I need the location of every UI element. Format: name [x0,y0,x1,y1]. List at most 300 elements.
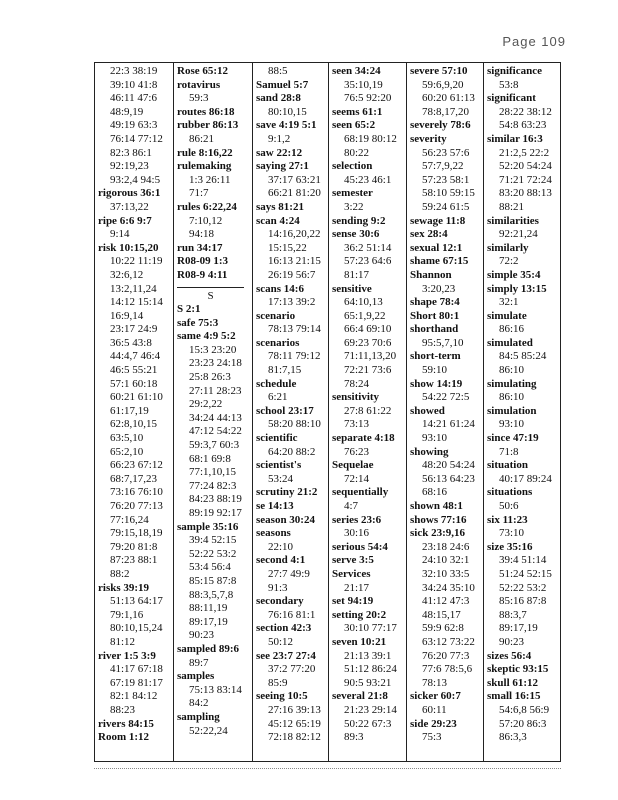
page-line-references: 46:5 55:21 [110,364,158,377]
index-headword: see 23:7 27:4 [256,649,316,662]
index-entry [332,215,406,229]
index-headword: R08-9 4:11 [177,268,228,281]
index-headword: showed [410,404,445,417]
page-line-references: 23:17 24:9 [110,323,158,336]
index-continuation [98,527,173,541]
index-entry [256,283,328,297]
index-entry [256,215,328,229]
index-continuation [256,269,328,283]
page-line-references: 48:15,17 [422,608,461,621]
index-continuation [410,663,483,677]
index-continuation [256,731,328,745]
index-entry [256,160,328,174]
index-continuation [332,500,406,514]
page-line-references: 90:5 93:21 [344,676,392,689]
index-continuation [98,432,173,446]
page-line-references: 93:10 [422,432,448,445]
index-continuation [487,350,562,364]
page-line-references: 35:10,19 [344,78,383,91]
index-continuation [98,201,173,215]
index-continuation [256,350,328,364]
index-continuation [487,255,562,269]
index-headword: small 16:15 [487,690,541,703]
page-line-references: 56:23 57:6 [422,146,470,159]
index-headword: sexual 12:1 [410,241,463,254]
index-entry [487,133,562,147]
index-headword: six 11:23 [487,513,528,526]
index-continuation [332,92,406,106]
index-headword: scrutiny 21:2 [256,486,318,499]
index-continuation [177,507,252,521]
page-line-references: 36:2 51:14 [344,241,392,254]
page-line-references: 71:11,13,20 [344,350,397,363]
index-continuation [410,174,483,188]
index-continuation [177,425,252,439]
index-headword: sewage 11:8 [410,214,466,227]
page-line-references: 88:2 [110,567,130,580]
index-headword: schedule [256,377,297,390]
index-headword: shape 78:4 [410,296,460,309]
index-continuation [332,364,406,378]
page-line-references: 48:20 54:24 [422,459,475,472]
page-line-references: 51:12 86:24 [344,663,397,676]
index-entry [177,255,252,269]
page-line-references: 68:7,17,23 [110,472,158,485]
index-continuation [410,201,483,215]
index-continuation [332,731,406,745]
page-line-references: 88:11,19 [189,602,228,615]
page-line-references: 71:7 [189,187,209,200]
index-entry [177,242,252,256]
index-continuation [332,663,406,677]
index-continuation [177,589,252,603]
page-line-references: 94:18 [189,228,215,241]
index-entry [410,350,483,364]
page-line-references: 47:12 54:22 [189,425,242,438]
index-entry [332,609,406,623]
page-line-references: 27:16 39:13 [268,703,321,716]
index-continuation [332,622,406,636]
index-entry [410,228,483,242]
index-entry [332,541,406,555]
page-line-references: 75:13 83:14 [189,683,242,696]
page-line-references: 57:23 58:1 [422,173,470,186]
page-line-references: 27:8 61:22 [344,404,392,417]
index-continuation [487,160,562,174]
index-continuation [98,418,173,432]
page-line-references: 14:21 61:24 [422,418,475,431]
index-headword: Room 1:12 [98,731,150,744]
page-line-references: 41:12 47:3 [422,595,470,608]
index-entry [256,486,328,500]
page-line-references: 83:20 88:13 [499,187,552,200]
index-entry [332,486,406,500]
index-entry [177,303,252,317]
page-line-references: 59:24 61:5 [422,200,470,213]
index-entry [410,255,483,269]
index-continuation [256,133,328,147]
index-headword: simply 13:15 [487,282,547,295]
page-line-references: 85:16 87:8 [499,595,547,608]
footer-divider [94,768,561,769]
index-entry [177,269,252,283]
page-line-references: 66:4 69:10 [344,323,392,336]
page-line-references: 66:23 67:12 [110,459,163,472]
page-line-references: 79:15,18,19 [110,527,163,540]
page-line-references: 36:5 43:8 [110,336,152,349]
index-headword: shown 48:1 [410,500,463,512]
index-headword: rigorous 36:1 [98,187,161,200]
index-headword: ripe 6:6 9:7 [98,214,152,227]
index-continuation [256,65,328,79]
index-entry [177,79,252,93]
page-line-references: 21:23 29:14 [344,703,397,716]
index-entry [177,160,252,174]
index-continuation [487,391,562,405]
index-headword: similarly [487,241,529,254]
index-headword: save 4:19 5:1 [256,119,317,132]
index-headword: severe 57:10 [410,65,468,77]
index-headword: short-term [410,350,461,363]
page-line-references: 78:13 [422,676,448,689]
index-headword: school 23:17 [256,404,314,417]
page-line-references: 66:21 81:20 [268,187,321,200]
page-line-references: 82:1 84:12 [110,690,158,703]
index-headword: similarities [487,214,539,227]
index-headword: says 81:21 [256,200,304,213]
page-line-references: 72:18 82:12 [268,731,321,744]
page-line-references: 54:8 63:23 [499,119,547,132]
index-continuation [487,201,562,215]
index-continuation [98,663,173,677]
index-continuation [410,432,483,446]
page-line-references: 59:9 62:8 [422,622,464,635]
index-continuation [332,418,406,432]
index-continuation [256,323,328,337]
index-headword: situation [487,459,528,472]
index-continuation [177,684,252,698]
index-entry [256,310,328,324]
index-entry [256,119,328,133]
page-line-references: 64:20 88:2 [268,445,316,458]
index-continuation [256,677,328,691]
index-headword: rulemaking [177,160,232,173]
index-continuation [332,296,406,310]
index-headword: samples [177,670,215,683]
index-entry [332,65,406,79]
page-line-references: 52:22 53:2 [499,581,547,594]
index-entry [487,337,562,351]
index-continuation [177,215,252,229]
page-line-references: 77:16,24 [110,513,149,526]
page-line-references: 49:19 63:3 [110,119,158,132]
index-entry [332,554,406,568]
index-entry [177,670,252,684]
index-continuation [487,704,562,718]
page-line-references: 51:24 52:15 [499,567,552,580]
index-headword: shorthand [410,323,459,336]
page-line-references: 92:21,24 [499,228,538,241]
page-line-references: 88:5 [268,65,288,77]
index-continuation [98,92,173,106]
page-line-references: 57:20 86:3 [499,717,547,730]
page-line-references: 22:3 38:19 [110,65,158,77]
index-entry [98,187,173,201]
page-line-references: 92:19,23 [110,160,149,173]
index-headword: Rose 65:12 [177,65,229,77]
index-continuation [98,486,173,500]
page-line-references: 93:10 [499,418,525,431]
page-line-references: 76:16 81:1 [268,608,316,621]
index-continuation [177,174,252,188]
page-line-references: 89:19 92:17 [189,507,242,519]
page-line-references: 85:9 [268,676,288,689]
page-line-references: 79:20 81:8 [110,540,158,553]
index-continuation [410,418,483,432]
index-entry [332,690,406,704]
page-line-references: 89:17,19 [499,622,538,635]
index-continuation [256,582,328,596]
index-continuation [487,119,562,133]
index-entry [177,106,252,120]
index-continuation [410,541,483,555]
index-entry [256,378,328,392]
index-column [484,63,562,761]
index-headword: sense 30:6 [332,228,380,241]
index-headword: sampled 89:6 [177,642,240,655]
index-continuation [487,718,562,732]
index-continuation [98,704,173,718]
index-continuation [487,500,562,514]
index-headword: significance [487,65,542,77]
page-line-references: 13:2,11,24 [110,282,157,295]
index-entry [332,459,406,473]
page-line-references: 9:1,2 [268,132,291,145]
index-continuation [177,493,252,507]
index-continuation [410,650,483,664]
index-entry [256,79,328,93]
page-line-references: 58:10 59:15 [422,187,475,200]
index-continuation [98,446,173,460]
index-continuation [332,147,406,161]
page-line-references: 37:2 77:20 [268,663,316,676]
index-continuation [410,704,483,718]
page-line-references: 9:14 [110,228,130,241]
index-headword: Short 80:1 [410,309,460,322]
index-headword: sicker 60:7 [410,690,461,703]
index-headword: rivers 84:15 [98,717,154,730]
index-continuation [98,677,173,691]
page-line-references: 78:24 [344,377,370,390]
index-continuation [256,255,328,269]
index-continuation [98,283,173,297]
index-column [407,63,484,761]
page-line-references: 58:20 88:10 [268,418,321,431]
page-line-references: 79:1,16 [110,608,144,621]
index-headword: significant [487,92,536,105]
index-entry [177,65,252,79]
index-continuation [256,718,328,732]
index-entry [487,405,562,419]
index-continuation [332,473,406,487]
index-headword: sensitive [332,282,372,295]
page-line-references: 65:1,9,22 [344,309,386,322]
page-line-references: 82:3 86:1 [110,146,152,159]
index-continuation [98,364,173,378]
index-continuation [256,663,328,677]
index-continuation [332,242,406,256]
index-headword: sand 28:8 [256,92,301,105]
page-line-references: 73:16 76:10 [110,486,163,499]
index-headword: scenario [256,309,296,322]
index-entry [98,242,173,256]
page-line-references: 52:20 54:24 [499,160,552,173]
index-entry [332,119,406,133]
index-continuation [487,187,562,201]
index-headword: R08-09 1:3 [177,255,229,268]
page-line-references: 53:8 [499,78,519,91]
index-headword: simulated [487,336,533,349]
index-continuation [487,323,562,337]
page-line-references: 68:1 69:8 [189,452,231,465]
page-line-references: 72:2 [499,255,519,268]
index-headword: secondary [256,595,304,608]
index-headword: seems 61:1 [332,105,383,118]
index-continuation [98,65,173,79]
index-continuation [332,446,406,460]
index-column [95,63,174,761]
page-line-references: 81:7,15 [268,364,302,377]
page-line-references: 16:9,14 [110,309,144,322]
page-line-references: 76:20 77:3 [422,649,470,662]
index-continuation [177,357,252,371]
index-entry [177,201,252,215]
index-headword: rules 6:22,24 [177,200,237,213]
index-headword: section 42:3 [256,622,312,635]
index-entry [256,514,328,528]
index-continuation [332,337,406,351]
index-continuation [177,466,252,480]
page-line-references: 3:22 [344,200,364,213]
index-continuation [410,595,483,609]
index-continuation [177,697,252,711]
index-entry [256,500,328,514]
index-headword: Sequelae [332,459,374,472]
page-line-references: 46:11 47:6 [110,92,157,105]
index-continuation [98,310,173,324]
index-headword: sample 35:16 [177,520,239,533]
index-continuation [98,147,173,161]
index-continuation [332,269,406,283]
index-continuation [98,160,173,174]
index-continuation [256,106,328,120]
section-letter-heading: S [177,287,244,304]
index-continuation [256,228,328,242]
index-entry [410,690,483,704]
index-continuation [487,731,562,745]
index-continuation [332,255,406,269]
index-entry [177,330,252,344]
index-continuation [256,174,328,188]
index-entry [410,514,483,528]
index-entry [256,337,328,351]
index-continuation [410,486,483,500]
index-continuation [487,622,562,636]
index-headword: Services [332,567,371,580]
index-entry [410,65,483,79]
index-headword: several 21:8 [332,690,388,703]
page-line-references: 90:23 [499,635,525,648]
index-headword: set 94:19 [332,595,374,608]
index-entry [487,432,562,446]
index-entry [487,514,562,528]
index-headword: simulate [487,309,527,322]
index-headword: serious 54:4 [332,540,388,553]
index-headword: showing [410,445,449,458]
page-line-references: 6:21 [268,391,288,404]
index-continuation [98,255,173,269]
page-line-references: 57:1 60:18 [110,377,158,390]
index-entry [410,446,483,460]
page-line-references: 21:2,5 22:2 [499,146,550,159]
index-continuation [410,160,483,174]
index-entry [410,310,483,324]
page-line-references: 26:19 56:7 [268,268,316,281]
page-line-references: 37:17 63:21 [268,173,321,186]
index-continuation [332,718,406,732]
index-continuation [487,228,562,242]
index-entry [487,650,562,664]
page-line-references: 76:23 [344,445,370,458]
index-continuation [332,310,406,324]
index-continuation [98,459,173,473]
index-continuation [332,323,406,337]
index-continuation [410,459,483,473]
index-continuation [410,473,483,487]
index-column [329,63,407,761]
index-headword: routes 86:18 [177,105,235,118]
page-line-references: 80:10,15 [268,105,307,118]
page-line-references: 27:11 28:23 [189,384,242,397]
index-continuation [177,439,252,453]
index-continuation [487,174,562,188]
page-line-references: 59:3,7 60:3 [189,439,240,452]
index-continuation [487,636,562,650]
page-line-references: 10:22 11:19 [110,255,163,268]
index-continuation [256,242,328,256]
page-line-references: 21:13 39:1 [344,649,392,662]
index-headword: saying 27:1 [256,160,309,173]
index-headword: seeing 10:5 [256,690,308,703]
index-headword: simple 35:4 [487,268,541,281]
index-entry [410,405,483,419]
index-headword: since 47:19 [487,432,539,445]
index-continuation [177,398,252,412]
page-line-references: 75:3 [422,731,442,744]
index-entry [410,296,483,310]
index-headword: rubber 86:13 [177,119,239,132]
index-entry [256,527,328,541]
index-entry [177,643,252,657]
index-headword: scans 14:6 [256,282,304,295]
index-continuation [98,337,173,351]
page-line-references: 80:22 [344,146,370,159]
index-continuation [177,548,252,562]
index-continuation [332,704,406,718]
index-headword: selection [332,160,373,173]
index-headword: situations [487,486,533,499]
index-headword: setting 20:2 [332,608,387,621]
